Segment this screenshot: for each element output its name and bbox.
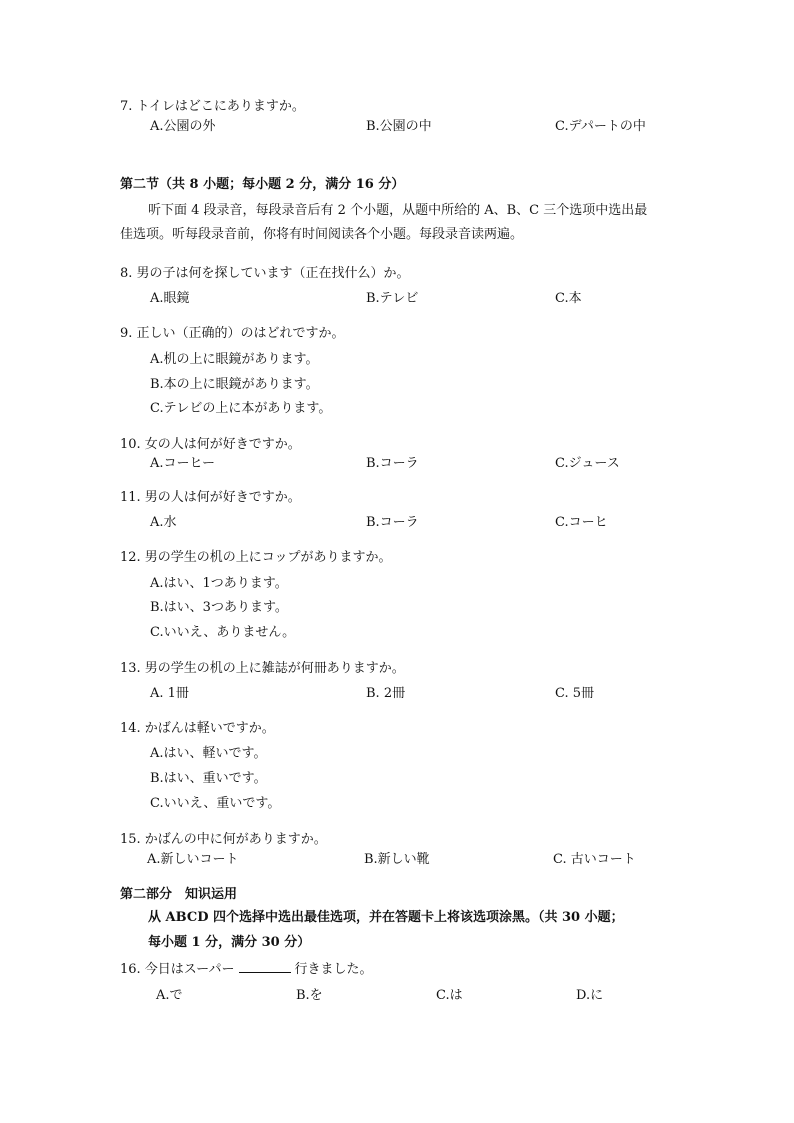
q14-option-a: A.はい、軽いです。 bbox=[150, 746, 267, 761]
q12-option-a: A.はい、1つあります。 bbox=[150, 576, 288, 591]
q11-option-c: C.コーヒ bbox=[555, 515, 608, 530]
q11-stem: 11. 男の人は何が好きですか。 bbox=[120, 490, 301, 505]
q13-option-b: B. 2冊 bbox=[366, 686, 406, 701]
section2-instruction-line2: 佳选项。听每段录音前，你将有时间阅读各个小题。每段录音读两遍。 bbox=[120, 227, 524, 242]
q7-option-a: A.公園の外 bbox=[150, 119, 216, 134]
q16-option-b: B.を bbox=[296, 988, 323, 1003]
q10-option-c: C.ジュース bbox=[555, 456, 620, 471]
q16-stem-post: 行きました。 bbox=[294, 962, 373, 977]
q14-option-c: C.いいえ、重いです。 bbox=[150, 796, 281, 811]
q8-option-c: C.本 bbox=[555, 291, 582, 306]
q12-stem: 12. 男の学生の机の上にコップがありますか。 bbox=[120, 550, 392, 565]
section2-title: 第二节（共 8 小题；每小题 2 分，满分 16 分） bbox=[120, 177, 405, 192]
q9-option-a: A.机の上に眼鏡があります。 bbox=[150, 352, 319, 367]
q13-option-c: C. 5冊 bbox=[555, 686, 595, 701]
q15-stem: 15. かばんの中に何がありますか。 bbox=[120, 832, 327, 847]
q14-stem: 14. かばんは軽いですか。 bbox=[120, 721, 275, 736]
q8-stem: 8. 男の子は何を探しています（正在找什么）か。 bbox=[120, 266, 410, 281]
section2-instruction-line1: 听下面 4 段录音，每段录音后有 2 个小题，从题中所给的 A、B、C 三个选项中选出最 bbox=[148, 203, 648, 218]
q9-option-c: C.テレビの上に本があります。 bbox=[150, 401, 332, 416]
q13-stem: 13. 男の学生の机の上に雑誌が何冊ありますか。 bbox=[120, 661, 405, 676]
q16-answer-blank bbox=[239, 960, 291, 973]
q10-stem: 10. 女の人は何が好きですか。 bbox=[120, 437, 301, 452]
q10-option-b: B.コーラ bbox=[366, 456, 419, 471]
q7-option-c: C.デパートの中 bbox=[555, 119, 646, 134]
part2-instruction-line2: 每小题 1 分，满分 30 分） bbox=[148, 935, 311, 950]
q15-option-b: B.新しい靴 bbox=[364, 852, 430, 867]
q8-option-b: B.テレビ bbox=[366, 291, 419, 306]
q16-option-c: C.は bbox=[436, 988, 463, 1003]
q7-stem: 7. トイレはどこにありますか。 bbox=[120, 99, 305, 114]
q11-option-b: B.コーラ bbox=[366, 515, 419, 530]
q16-option-a: A.で bbox=[156, 988, 183, 1003]
q16-stem-pre: 16. 今日はスーパー bbox=[120, 962, 235, 977]
q12-option-c: C.いいえ、ありません。 bbox=[150, 625, 296, 640]
q10-option-a: A.コーヒー bbox=[150, 456, 216, 471]
q13-option-a: A. 1冊 bbox=[150, 686, 189, 701]
q16-stem bbox=[120, 960, 373, 979]
q15-option-a: A.新しいコート bbox=[147, 852, 239, 867]
q11-option-a: A.水 bbox=[150, 515, 177, 530]
q7-option-b: B.公園の中 bbox=[366, 119, 432, 134]
q16-option-d: D.に bbox=[576, 988, 604, 1003]
q15-option-c: C. 古いコート bbox=[553, 852, 636, 867]
q12-option-b: B.はい、3つあります。 bbox=[150, 600, 288, 615]
part2-title: 第二部分 知识运用 bbox=[120, 887, 238, 902]
q9-option-b: B.本の上に眼鏡があります。 bbox=[150, 377, 319, 392]
q14-option-b: B.はい、重いです。 bbox=[150, 771, 267, 786]
q9-stem: 9. 正しい（正确的）のはどれですか。 bbox=[120, 326, 345, 341]
q8-option-a: A.眼鏡 bbox=[150, 291, 190, 306]
part2-instruction-line1: 从 ABCD 四个选择中选出最佳选项，并在答题卡上将该选项涂黑。（共 30 小题； bbox=[148, 910, 624, 925]
